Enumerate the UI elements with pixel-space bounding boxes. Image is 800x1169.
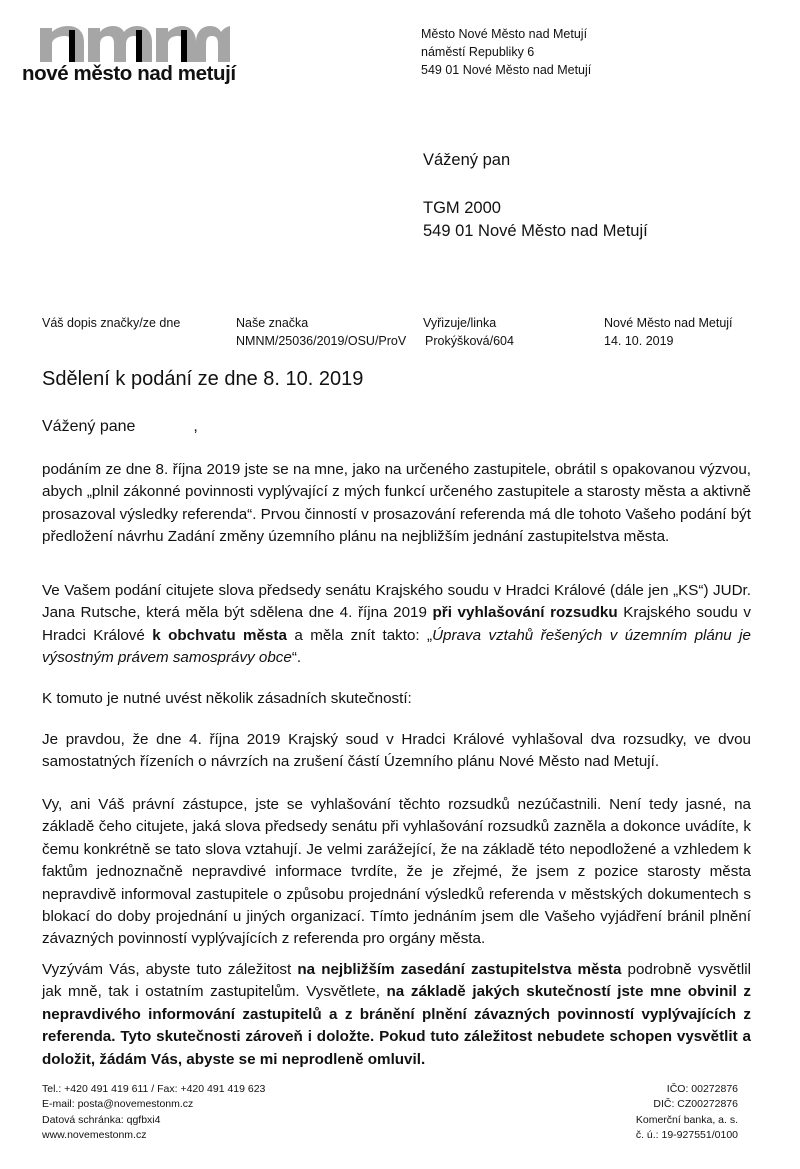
footer-identifiers (636, 1082, 738, 1143)
paragraph-4: Je pravdou, že dne 4. října 2019 Krajský soud v Hradci Králové vyhlašoval dva rozsudky, ve dvou samostatných řízeních o návrzích na zrušení částí Územního plánu Nové Město nad Metují. (42, 731, 751, 771)
footer-email: E-mail: posta@novemestonm.cz (42, 1098, 194, 1111)
greeting-text: Vážený pane (42, 418, 136, 435)
greeting (42, 418, 198, 436)
paragraph-6: Vyzývám Vás, abyste tuto záležitost na nejbližším zasedání zastupitelstva města podrobně vysvětlil jak mně, tak i ostatním zastupitelům. Vysvětlete, na základě jakých skutečností jste mne obvinil z nepravdivého informování zastupitelů a z bránění plnění závazných povinností vyplývajících z referenda. Tyto skutečnosti zároveň i doložte. Pokud tuto záležitost nebudete schopen vysvětlit a doložit, žádám Vás, abyste se mi neprodleně omluvil. (42, 961, 752, 1068)
quoted-statement: Úprava vztahů řešených v územním plánu je výsostným právem samosprávy obce (42, 626, 751, 667)
greeting-comma: , (193, 418, 198, 435)
ref-your-letter (42, 314, 180, 332)
letter-subject: Sdělení k podání ze dne 8. 10. 2019 (42, 368, 364, 390)
ref-handled-by-label: Vyřizuje/linka (423, 316, 497, 330)
ref-our-ref-label: Naše značka (236, 316, 309, 330)
recipient-city: 549 01 Nové Město nad Metují (423, 222, 648, 240)
recipient-address (423, 149, 648, 243)
nmnm-logo-mark-icon (40, 26, 230, 62)
ref-our-ref-value: NMNM/25036/2019/OSU/ProV (236, 334, 407, 348)
footer-account: č. ú.: 19-927551/0100 (635, 1128, 738, 1141)
footer-phone: Tel.: +420 491 419 611 / Fax: +420 491 419 623 (42, 1083, 266, 1095)
paragraph-1: podáním ze dne 8. října 2019 jste se na mne, jako na určeného zastupitele, obrátil s opakovanou výzvou, abych „plnil zákonné povinnosti vyplývající z mých funkcí určeného zastupitele a starosty města a aktivně prosazoval výsledky referenda“. Prvou činností v prosazování referenda má dle tohoto Vašeho podání být předložení návrhu Zadání změny územního plánu na nejbližším jednání zastupitelstva města. (42, 461, 751, 546)
recipient-salutation: Vážený pan (423, 151, 511, 169)
ref-handled-by-value: Prokýšková/604 (425, 334, 514, 348)
sender-line-2: náměstí Republiky 6 (421, 45, 535, 59)
sender-line-1: Město Nové Město nad Metují (421, 27, 588, 41)
recipient-name: TGM 2000 (423, 199, 501, 217)
emphasis-demand: na základě jakých skutečností jste mne obvinil z nepravdivého informování zastupitelů a z bránění plnění závazných povinností vyplývajících z referenda. Tyto skutečnosti zároveň i doložte. Pokud tuto záležitost nebudete schopen vysvětlit a doložit, žádám Vás, abyste se mi neprodleně omluvil. (42, 983, 752, 1068)
emphasis-verdict: při vyhlašování rozsudku (432, 604, 618, 622)
paragraph-3: K tomuto je nutné uvést několik zásadních skutečností: (42, 690, 412, 707)
ref-our-ref (236, 314, 406, 350)
sender-line-3: 549 01 Nové Město nad Metují (421, 63, 592, 77)
logo-wordmark: nové město nad metují (22, 62, 236, 85)
ref-date-value: 14. 10. 2019 (604, 334, 674, 348)
paragraph-2: Ve Vašem podání citujete slova předsedy senátu Krajského soudu v Hradci Králové (dále jen „KS“) JUDr. Jana Rutsche, která měla být sdělena dne 4. října 2019 při vyhlašování rozsudku Krajského soudu v Hradci Králové k obchvatu města a měla znít takto: „Úprava vztahů řešených v územním plánu je výsostným právem samosprávy obce“. (42, 582, 752, 667)
emphasis-bypass: k obchvatu města (152, 626, 287, 644)
footer-dic: DIČ: CZ00272876 (653, 1098, 738, 1111)
city-logo (22, 26, 236, 85)
ref-your-letter-label: Váš dopis značky/ze dne (42, 316, 181, 330)
sender-address (421, 25, 591, 79)
ref-place-label: Nové Město nad Metují (604, 316, 733, 330)
ref-handled-by (420, 314, 514, 350)
footer-web: www.novemestonm.cz (42, 1128, 147, 1141)
footer-bank: Komerční banka, a. s. (635, 1113, 738, 1126)
ref-place-date (604, 314, 733, 350)
footer-contacts (42, 1082, 265, 1143)
paragraph-5: Vy, ani Váš právní zástupce, jste se vyhlašování těchto rozsudků nezúčastnili. Není tedy jasné, na základě čeho citujete, jaká slova předsedy senátu při vyhlašování rozsudků zazněla a dokonce uvádíte, k čemu konkrétně se tato slova vztahují. Je velmi zarážející, že na základě této nepodložené a vzhledem k faktům jednoznačně nepravdivé informace tvrdíte, že je zřejmé, že jsem z pozice starosty města nepravdivě informoval zastupitele o způsobu projednání výsledků referenda v městských dokumentech s blokací do doby projednání u jiných organizací. Tímto jednáním jsem dle Vašeho vyjádření bránil plnění závazných povinností vyplývajících z referenda pro orgány města. (42, 796, 751, 948)
footer-ico: IČO: 00272876 (666, 1083, 738, 1095)
emphasis-meeting: na nejbližším zasedání zastupitelstva města (297, 961, 622, 978)
footer-databox: Datová schránka: qgfbxi4 (42, 1113, 161, 1126)
